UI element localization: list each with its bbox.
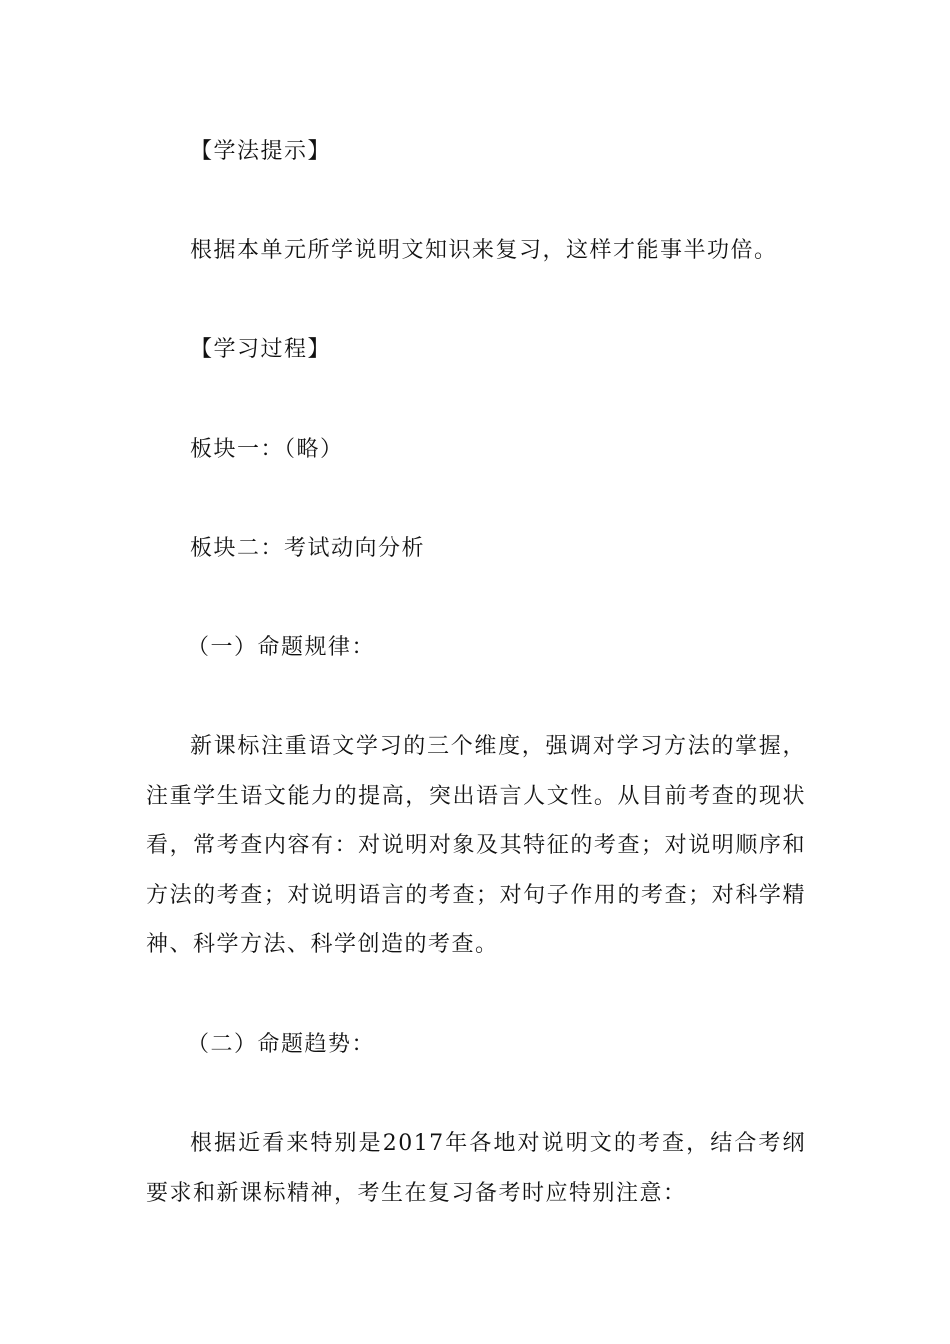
paragraph-trend: 根据近看来特别是2017年各地对说明文的考查，结合考纲要求和新课标精神，考生在复习备考时应特别注意： bbox=[146, 1131, 806, 1206]
heading-study-tips: 【学法提示】 bbox=[190, 139, 332, 164]
paragraph-pattern: 新课标注重语文学习的三个维度，强调对学习方法的掌握，注重学生语文能力的提高，突出语言人文性。从目前考查的现状看，常考查内容有：对说明对象及其特征的考查；对说明顺序和方法的考查；对说明语言的考查；对句子作用的考查；对科学精神、科学方法、科学创造的考查。 bbox=[146, 734, 806, 958]
subheading-pattern: （一）命题规律： bbox=[187, 635, 376, 660]
study-tips-text: 根据本单元所学说明文知识来复习，这样才能事半功倍。 bbox=[190, 238, 778, 263]
block-one-title: 板块一：（略） bbox=[190, 437, 344, 462]
subheading-trend: （二）命题趋势： bbox=[187, 1032, 376, 1057]
heading-learning-process: 【学习过程】 bbox=[190, 337, 332, 362]
block-two-title: 板块二：考试动向分析 bbox=[190, 536, 426, 561]
